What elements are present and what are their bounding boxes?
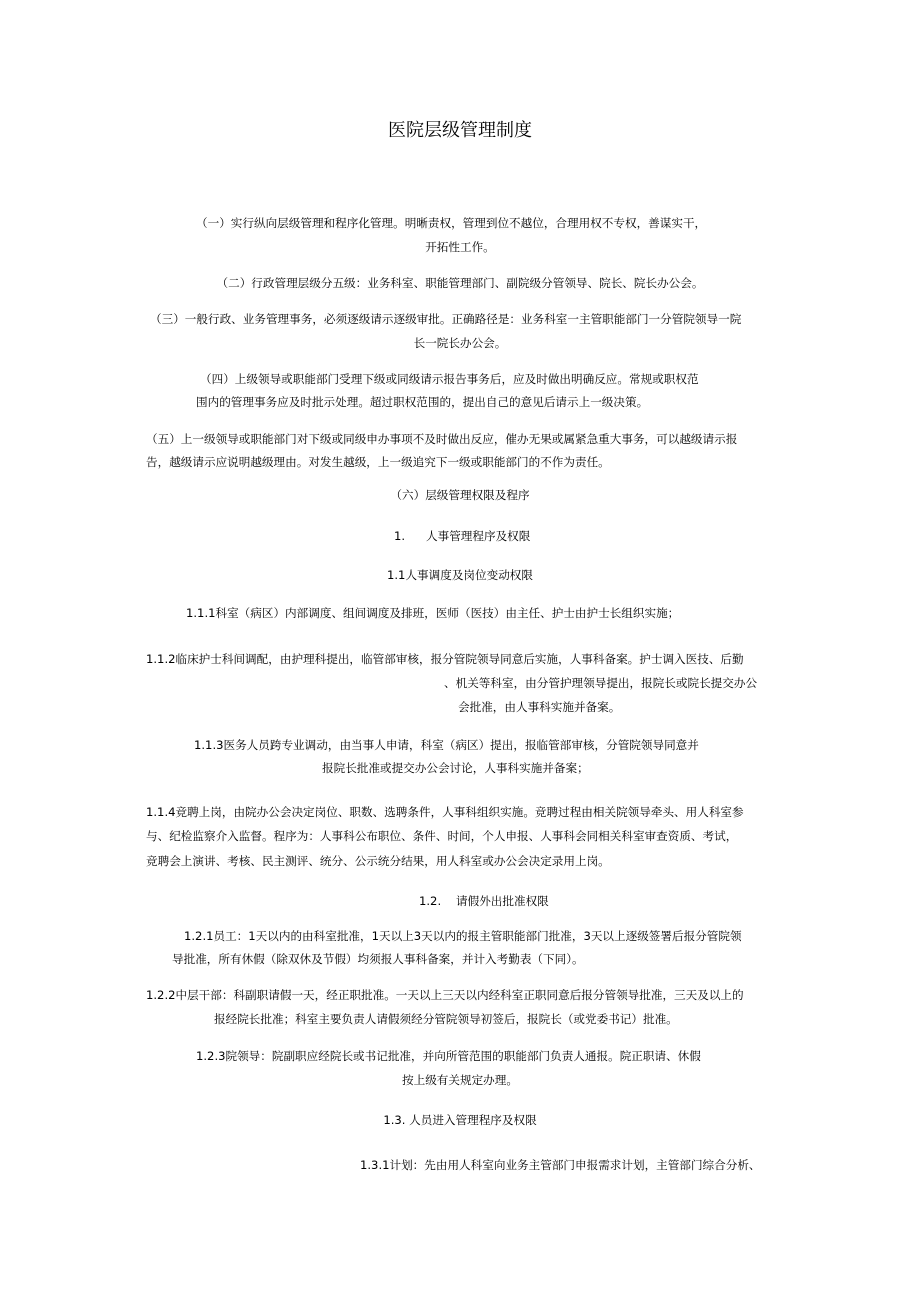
item-1-1-4-line-2: 与、纪检监察介入监督。程序为：人事科公布职位、条件、时间，个人申报、人事科会同相关科室审查资质、考试， — [146, 829, 738, 843]
item-1-2-3-line-1: 1.2.3院领导：院副职应经院长或书记批准，并向所管范围的职能部门负责人通报。院正职请、休假 — [196, 1049, 701, 1063]
paragraph-5-line-1: （五）上一级领导或职能部门对下级或同级申办事项不及时做出反应，催办无果或属紧急重大事务，可以越级请示报 — [146, 432, 738, 446]
item-1-2-1-line-2: 导批准，所有休假（除双休及节假）均须报人事科备案，并计入考勤表（下同）。 — [172, 952, 584, 966]
item-1-3-1-line-1: 1.3.1计划：先由用人科室向业务主管部门申报需求计划，主管部门综合分析、 — [360, 1158, 761, 1172]
paragraph-1-line-1: （一）实行纵向层级管理和程序化管理。明晰责权，管理到位不越位，合理用权不专权，善谋实干， — [196, 216, 707, 230]
section-1-heading: 人事管理程序及权限 — [426, 529, 531, 543]
document-title: 医院层级管理制度 — [388, 120, 532, 141]
section-6-heading: （六）层级管理权限及程序 — [390, 488, 530, 502]
section-1-3-heading: 1.3. 人员进入管理程序及权限 — [383, 1113, 537, 1127]
section-1-2-heading: 请假外出批准权限 — [456, 894, 549, 908]
item-1-1-2-line-2: 、机关等科室，由分管护理领导提出，报院长或院长提交办公 — [444, 676, 758, 690]
paragraph-4-line-1: （四）上级领导或职能部门受理下级或同级请示报告事务后，应及时做出明确反应。常规或职权范 — [200, 372, 699, 386]
item-1-1-2-line-1: 1.1.2临床护士科间调配，由护理科提出，临管部审核，报分管院领导同意后实施，人事科备案。护士调入医技、后勤 — [146, 652, 744, 666]
item-1-1-3-line-1: 1.1.3医务人员跨专业调动，由当事人申请，科室（病区）提出，报临管部审核，分管院领导同意并 — [194, 738, 699, 752]
item-1-2-3-line-2: 按上级有关规定办理。 — [402, 1073, 518, 1087]
paragraph-4-line-2: 围内的管理事务应及时批示处理。超过职权范围的，提出自己的意见后请示上一级决策。 — [196, 395, 649, 409]
paragraph-2: （二）行政管理层级分五级：业务科室、职能管理部门、副院级分管领导、院长、院长办公会。 — [216, 276, 704, 290]
paragraph-3-line-2: 长一院长办公会。 — [413, 336, 507, 350]
item-1-2-2-line-1: 1.2.2中层干部：科副职请假一天，经正职批准。一天以上三天以内经科室正职同意后报分管领导批准，三天及以上的 — [146, 988, 744, 1002]
item-1-1-3-line-2: 报院长批准或提交办公会讨论，人事科实施并备案； — [322, 761, 589, 775]
item-1-1-4-line-3: 竞聘会上演讲、考核、民主测评、统分、公示统分结果，用人科室或办公会决定录用上岗。 — [146, 854, 610, 868]
item-1-2-2-line-2: 报经院长批准；科室主要负责人请假须经分管院领导初签后，报院长（或党委书记）批准。 — [214, 1012, 678, 1026]
section-1-2-number: 1.2. — [419, 894, 442, 908]
paragraph-3-line-1: （三）一般行政、业务管理事务，必须逐级请示逐级审批。正确路径是：业务科室一主管职能部门一分管院领导一院 — [150, 312, 742, 326]
item-1-1-2-line-3: 会批准，由人事科实施并备案。 — [458, 700, 621, 714]
paragraph-1-line-2: 开拓性工作。 — [425, 240, 495, 254]
paragraph-5-line-2: 告，越级请示应说明越级理由。对发生越级，上一级追究下一级或职能部门的不作为责任。 — [146, 455, 610, 469]
item-1-1-1: 1.1.1科室（病区）内部调度、组间调度及排班，医师（医技）由主任、护士由护士长组织实施； — [186, 606, 680, 620]
section-1-1-heading: 1.1人事调度及岗位变动权限 — [387, 568, 533, 582]
section-1-number: 1. — [394, 529, 406, 543]
item-1-1-4-line-1: 1.1.4竞聘上岗，由院办公会决定岗位、职数、选聘条件，人事科组织实施。竞聘过程由相关院领导牵头、用人科室参 — [146, 805, 744, 819]
item-1-2-1-line-1: 1.2.1员工：1天以内的由科室批准，1天以上3天以内的报主管职能部门批准，3天以上逐级签署后报分管院领 — [184, 929, 742, 943]
